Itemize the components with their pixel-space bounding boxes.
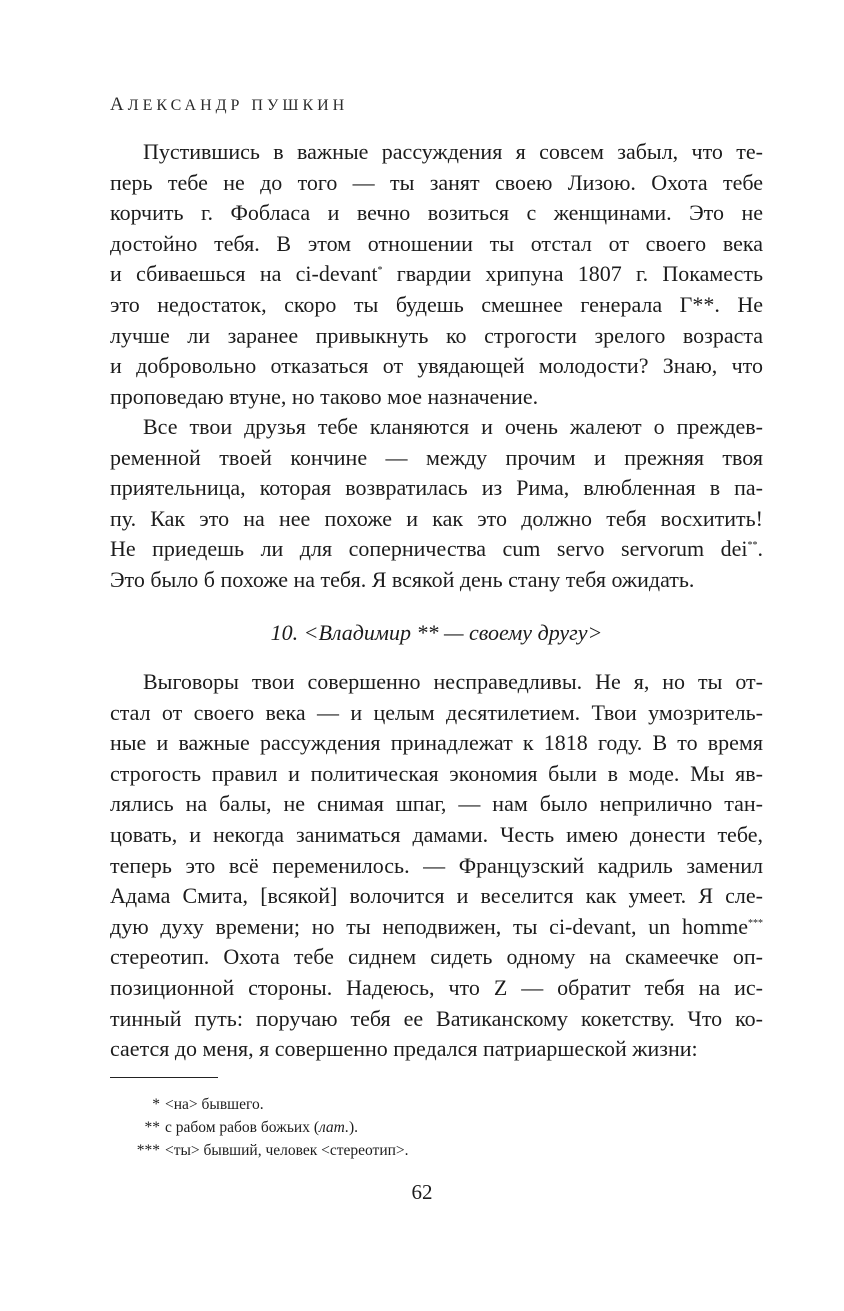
- text-line: достойно тебя. В этом отношении ты отстал от своего века: [110, 230, 763, 256]
- text-line: Пустившись в важные рассуждения я совсем забыл, что те-: [143, 139, 763, 164]
- text-line: позиционной стороны. Надеюсь, что Z — обратит тебя на ис-: [110, 974, 763, 1000]
- text-line: и добровольно отказаться от увядающей молодости? Знаю, что: [110, 353, 763, 379]
- text-line: сается до меня, я совершенно предался патриаршеской жизни:: [110, 1036, 698, 1062]
- footnote-divider: [110, 1077, 218, 1078]
- text-line: стереотип. Охота тебе сиднем сидеть одному на скамеечке оп-: [110, 944, 763, 970]
- paragraph-2: [110, 412, 763, 596]
- footnote: * <на> бывшего.: [152, 1096, 264, 1113]
- paragraph-1: [110, 137, 763, 412]
- text-line: цовать, и некогда заниматься дамами. Честь имею донести тебе,: [110, 821, 763, 847]
- section-heading: 10. <Владимир ** — своему другу>: [270, 620, 603, 645]
- text-line: Это было б похоже на тебя. Я всякой день стану тебя ожидать.: [110, 566, 695, 592]
- footnote: *** <ты> бывший, человек <стереотип>.: [136, 1142, 409, 1159]
- text-line: строгость правил и политическая экономия были в моде. Мы яв-: [110, 760, 763, 786]
- text-line: ные и важные рассуждения принадлежат к 1818 году. В то время: [110, 730, 763, 756]
- text-line: ременной твоей кончине — между прочим и прежняя твоя: [110, 444, 763, 470]
- text-line: корчить г. Фобласа и вечно возиться с женщинами. Это не: [110, 200, 763, 226]
- footnote-marker: *: [377, 265, 383, 277]
- text-line: Не приедешь ли для соперничества cum servo servorum dei**.: [110, 536, 763, 562]
- text-line: стал от своего века — и целым десятилетием. Твои умозритель-: [110, 699, 763, 725]
- text-line: пу. Как это на нее похоже и как это должно тебя восхитить!: [110, 505, 763, 531]
- footnotes: [110, 1093, 409, 1162]
- text-line: дую духу времени; но ты неподвижен, ты ci-devant, un homme***: [110, 913, 763, 939]
- text-line: и сбиваешься на ci-devant* гвардии хрипуна 1807 г. Покаместь: [110, 261, 763, 287]
- text-line: Адама Смита, [всякой] волочится и веселится как умеет. Я сле-: [110, 883, 763, 909]
- text-line: Все твои друзья тебе кланяются и очень жалеют о преждев-: [143, 414, 763, 439]
- text-line: Выговоры твои совершенно несправедливы. Не я, но ты от-: [143, 669, 763, 694]
- text-line: перь тебе не до того — ты занят своею Лизою. Охота тебе: [110, 169, 763, 195]
- text-line: это недостаток, скоро ты будешь смешнее генерала Г**. Не: [110, 291, 763, 317]
- paragraph-3: [110, 667, 763, 1065]
- text-line: лялись на балы, не снимая шпаг, — нам было неприлично тан-: [110, 791, 763, 817]
- text-line: приятельница, которая возвратилась из Рима, влюбленная в па-: [110, 475, 763, 501]
- footnote-marker: ***: [748, 917, 763, 929]
- text-line: проповедаю втуне, но таково мое назначение.: [110, 383, 539, 409]
- footnote: ** с рабом рабов божьих (лат.).: [144, 1119, 358, 1136]
- running-head: АЛЕКСАНДР ПУШКИН: [110, 94, 349, 115]
- text-line: тинный путь: поручаю тебя ее Ватиканскому кокетству. Что ко-: [110, 1005, 763, 1031]
- text-line: теперь это всё переменилось. — Французский кадриль заменил: [110, 852, 763, 878]
- footnote-marker: **: [747, 540, 758, 552]
- text-line: лучше ли заранее привыкнуть ко строгости зрелого возраста: [110, 322, 763, 348]
- page-number: 62: [411, 1180, 433, 1204]
